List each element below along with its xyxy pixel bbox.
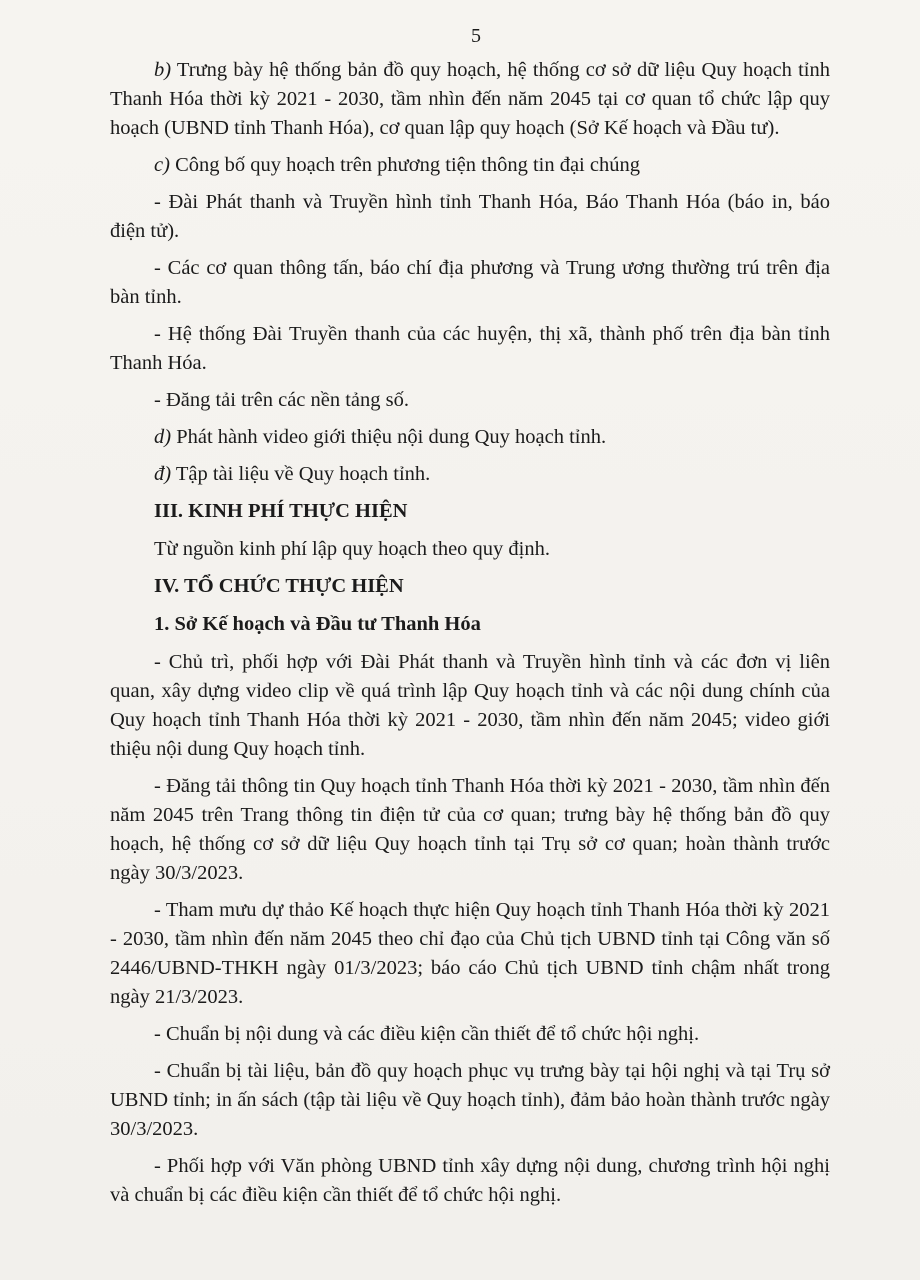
item-label: c) xyxy=(154,154,170,176)
item-text: - Tham mưu dự thảo Kế hoạch thực hiện Quy hoạch tỉnh Thanh Hóa thời kỳ 2021 - 2030, tầm nhìn đến năm 2045 theo chỉ đạo của Chủ tịch UBND tỉnh tại Công văn số 2446/UBND-THKH ngày 01/3/2023; báo cáo Chủ tịch UBND tỉnh chậm nhất trong ngày 21/3/2023. xyxy=(110,899,830,1008)
paragraph xyxy=(110,56,830,143)
item-label: đ) xyxy=(154,463,172,485)
item-label: b) xyxy=(154,59,172,81)
item-text: 1. Sở Kế hoạch và Đầu tư Thanh Hóa xyxy=(154,613,481,635)
paragraph xyxy=(110,188,830,246)
item-text: - Đăng tải thông tin Quy hoạch tỉnh Thanh Hóa thời kỳ 2021 - 2030, tầm nhìn đến năm 2045 trên Trang thông tin điện tử của cơ quan; trưng bày hệ thống bản đồ quy hoạch, hệ thống cơ sở dữ liệu Quy hoạch tỉnh tại Trụ sở cơ quan; hoàn thành trước ngày 30/3/2023. xyxy=(110,775,830,884)
paragraph xyxy=(110,1057,830,1144)
item-text: Công bố quy hoạch trên phương tiện thông tin đại chúng xyxy=(169,154,640,176)
paragraph xyxy=(110,772,830,888)
item-text: - Đài Phát thanh và Truyền hình tỉnh Thanh Hóa, Báo Thanh Hóa (báo in, báo điện tử). xyxy=(110,191,830,242)
page-number: 5 xyxy=(471,25,481,47)
item-text: - Các cơ quan thông tấn, báo chí địa phương và Trung ương thường trú trên địa bàn tỉnh. xyxy=(110,257,830,308)
item-text: Trưng bày hệ thống bản đồ quy hoạch, hệ thống cơ sở dữ liệu Quy hoạch tỉnh Thanh Hóa thời kỳ 2021 - 2030, tầm nhìn đến năm 2045 tại cơ quan tổ chức lập quy hoạch (UBND tỉnh Thanh Hóa), cơ quan lập quy hoạch (Sở Kế hoạch và Đầu tư). xyxy=(110,59,830,139)
item-text: IV. TỔ CHỨC THỰC HIỆN xyxy=(154,575,404,597)
paragraph xyxy=(110,648,830,764)
paragraph xyxy=(110,535,830,564)
item-text: Tập tài liệu về Quy hoạch tỉnh. xyxy=(171,463,431,485)
paragraph xyxy=(110,151,830,180)
item-text: Từ nguồn kinh phí lập quy hoạch theo quy định. xyxy=(154,538,551,560)
section-heading xyxy=(110,610,830,639)
item-text: - Đăng tải trên các nền tảng số. xyxy=(154,389,410,411)
paragraph xyxy=(110,386,830,415)
item-text: III. KINH PHÍ THỰC HIỆN xyxy=(154,500,408,522)
item-text: - Chủ trì, phối hợp với Đài Phát thanh và Truyền hình tỉnh và các đơn vị liên quan, xây dựng video clip về quá trình lập Quy hoạch tỉnh và các nội dung chính của Quy hoạch tỉnh Thanh Hóa thời kỳ 2021 - 2030, tầm nhìn đến năm 2045; video giới thiệu nội dung Quy hoạch tỉnh. xyxy=(110,651,830,760)
paragraph xyxy=(110,320,830,378)
paragraph xyxy=(110,896,830,1012)
paragraph xyxy=(110,423,830,452)
item-label: d) xyxy=(154,426,172,448)
item-text: - Hệ thống Đài Truyền thanh của các huyện, thị xã, thành phố trên địa bàn tỉnh Thanh Hóa. xyxy=(110,323,830,374)
item-text: Phát hành video giới thiệu nội dung Quy hoạch tỉnh. xyxy=(171,426,607,448)
paragraph xyxy=(110,1152,830,1210)
paragraph xyxy=(110,254,830,312)
item-text: - Phối hợp với Văn phòng UBND tỉnh xây dựng nội dung, chương trình hội nghị và chuẩn bị các điều kiện cần thiết để tổ chức hội nghị. xyxy=(110,1155,830,1206)
paragraph xyxy=(110,460,830,489)
section-heading xyxy=(110,497,830,526)
section-heading xyxy=(110,572,830,601)
document-body xyxy=(110,56,830,1210)
item-text: - Chuẩn bị tài liệu, bản đồ quy hoạch phục vụ trưng bày tại hội nghị và tại Trụ sở UBND tỉnh; in ấn sách (tập tài liệu về Quy hoạch tỉnh), đảm bảo hoàn thành trước ngày 30/3/2023. xyxy=(110,1060,830,1140)
paragraph xyxy=(110,1020,830,1049)
item-text: - Chuẩn bị nội dung và các điều kiện cần thiết để tổ chức hội nghị. xyxy=(154,1023,700,1045)
